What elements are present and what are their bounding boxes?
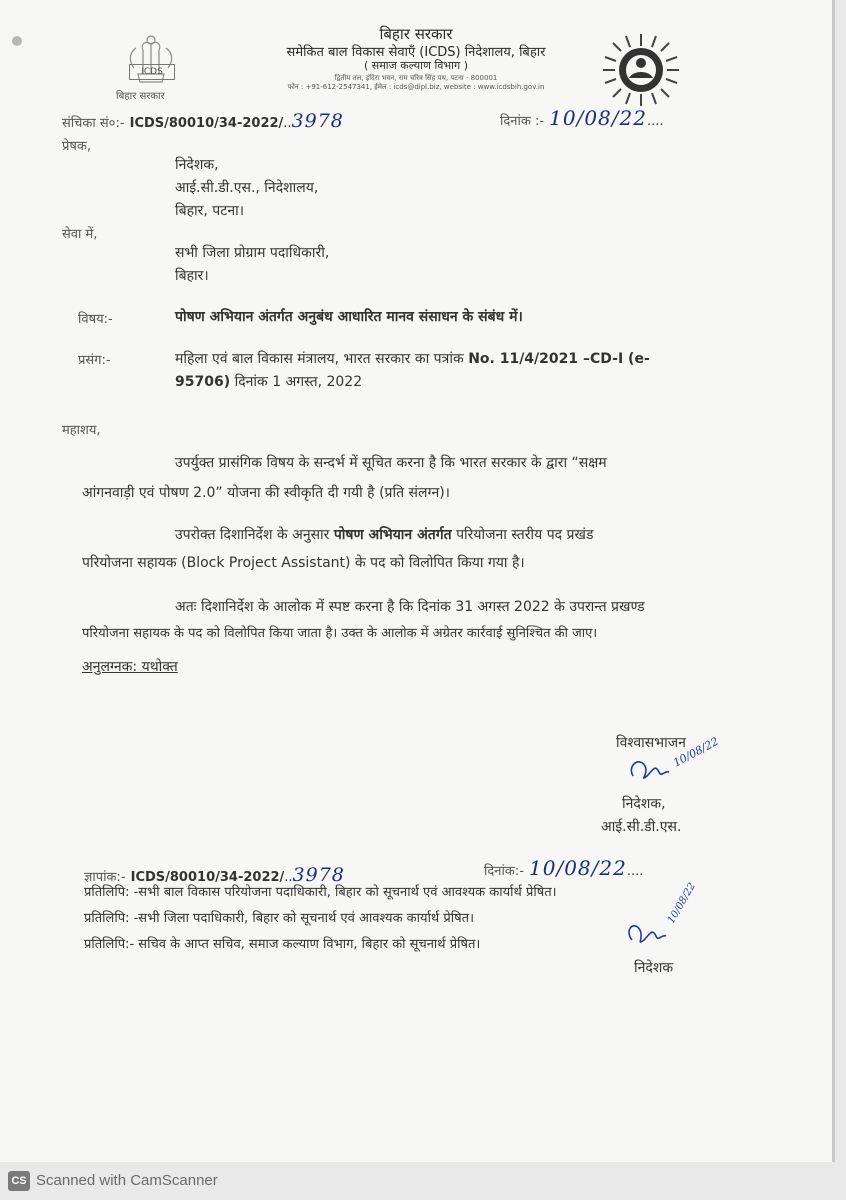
memo-handwritten-date: 10/08/22 — [529, 856, 627, 880]
designation-2: आई.सी.डी.एस. — [601, 819, 682, 835]
copy-2: प्रतिलिपि: -सभी जिला पदाधिकारी, बिहार को सूचनार्थ एवं आवश्यक कार्यार्थ प्रेषित। — [84, 911, 474, 926]
para-2-post: परियोजना स्तरीय पद प्रखंड — [456, 527, 594, 543]
reference-label: प्रसंग:- — [78, 353, 111, 368]
para-1-line-2: आंगनवाड़ी एवं पोषण 2.0” योजना की स्वीकृति दी गयी है (प्रति संलग्न)। — [82, 485, 450, 501]
memo-line: ज्ञापांक:- ICDS/80010/34-2022/..3978 — [84, 864, 345, 886]
reference-letter-no-cont: 95706) — [175, 374, 231, 390]
recipient-line-1: सभी जिला प्रोग्राम पदाधिकारी, — [175, 245, 330, 261]
header-title-department: ( समाज कल्याण विभाग ) — [364, 59, 468, 72]
reference-line-1 — [175, 349, 735, 368]
copy-1: प्रतिलिपि: -सभी बाल विकास परियोजना पदाधिकारी, बिहार को सूचनार्थ एवं आवश्यक कार्यार्थ प्रेषित। — [84, 885, 557, 900]
signature-2-date: 10/08/22 — [666, 881, 698, 926]
sender-line-1: निदेशक, — [175, 157, 219, 173]
camscanner-logo-icon: CS — [8, 1171, 30, 1191]
para-2-bold: पोषण अभियान अंतर्गत — [333, 527, 452, 543]
para-3-line-1: अतः दिशानिर्देश के आलोक में स्पष्ट करना है कि दिनांक 31 अगस्त 2022 के उपरान्त प्रखण्ड — [175, 599, 645, 615]
para-2-line-1 — [175, 522, 735, 549]
designation-1: निदेशक, — [622, 796, 666, 812]
ref-line: संचिका सं०:- ICDS/80010/34-2022/..3978 — [62, 110, 344, 132]
sender-line-3: बिहार, पटना। — [175, 203, 245, 219]
para-3-line-2: परियोजना सहायक के पद को विलोपित किया जाता है। उक्त के आलोक में अग्रेतर कार्रवाई सुनिश्चित की जाए। — [82, 626, 598, 641]
closing: विश्वासभाजन — [616, 735, 686, 751]
ref-date: दिनांक :- 10/08/22.... — [500, 106, 664, 130]
para-1-line-1: उपर्युक्त प्रासंगिक विषय के सन्दर्भ में सूचित करना है कि भारत सरकार के द्वारा “सक्षम — [175, 455, 607, 471]
enclosure: अनुलग्नक: यथोक्त — [82, 659, 178, 675]
header-contact: फोन : +91-612-2547341, ईमेल : icds@dipl.biz, website : www.icdsbih.gov.in — [287, 83, 545, 91]
recipient-label: सेवा में, — [62, 227, 98, 242]
reference-letter-no: No. 11/4/2021 –CD-I (e- — [468, 351, 650, 367]
memo-date: दिनांक:- 10/08/22.... — [484, 856, 644, 880]
signature-2 — [622, 881, 722, 958]
subject-label: विषय:- — [78, 312, 113, 327]
copy-3: प्रतिलिपि:- सचिव के आप्त सचिव, समाज कल्याण विभाग, बिहार को सूचनार्थ प्रेषित। — [84, 937, 481, 952]
signature-1-date: 10/08/22 — [671, 734, 721, 770]
header-address: द्वितीय तल, इंदिरा भवन, राम चरित्र सिंह पथ, पटना - 800001 — [334, 74, 498, 82]
reference-line-2 — [175, 372, 362, 391]
subject-text: पोषण अभियान अंतर्गत अनुबंध आधारित मानव संसाधन के संबंध में। — [175, 309, 523, 325]
para-2-pre: उपरोक्त दिशानिर्देश के अनुसार — [175, 527, 330, 543]
ref-number: ICDS/80010/34-2022/ — [129, 116, 284, 131]
sender-line-2: आई.सी.डी.एस., निदेशालय, — [175, 180, 319, 196]
para-2-line-2: परियोजना सहायक (Block Project Assistant) के पद को विलोपित किया गया है। — [82, 555, 525, 571]
ref-label: संचिका सं०:- — [62, 116, 125, 131]
memo-label: ज्ञापांक:- — [84, 870, 126, 885]
left-logo-text: ICDS — [141, 67, 163, 77]
reference-text-1: महिला एवं बाल विकास मंत्रालय, भारत सरकार का पत्रांक — [175, 351, 464, 367]
scanner-footer — [0, 1168, 846, 1200]
memo-date-label: दिनांक:- — [484, 864, 524, 879]
header-title-directorate: समेकित बाल विकास सेवाएँ (ICDS) निदेशालय, बिहार — [286, 45, 546, 60]
recipient-line-2: बिहार। — [175, 268, 209, 284]
ref-date-label: दिनांक :- — [500, 114, 545, 129]
reference-date: दिनांक 1 अगस्त, 2022 — [234, 374, 363, 390]
designation-signature-2: निदेशक — [634, 960, 674, 976]
memo-number: ICDS/80010/34-2022/ — [130, 870, 285, 885]
ref-handwritten-date: 10/08/22 — [549, 106, 647, 130]
scanner-watermark-text: Scanned with CamScanner — [36, 1172, 218, 1189]
ref-handwritten-no: 3978 — [291, 110, 344, 132]
icds-sun-logo-icon — [598, 30, 684, 110]
sender-label: प्रेषक, — [62, 139, 92, 154]
salutation: महाशय, — [62, 423, 101, 438]
memo-handwritten-no: 3978 — [292, 864, 345, 886]
header-title-bihar: बिहार सरकार — [379, 25, 453, 43]
left-logo-caption: बिहार सरकार — [116, 91, 165, 102]
